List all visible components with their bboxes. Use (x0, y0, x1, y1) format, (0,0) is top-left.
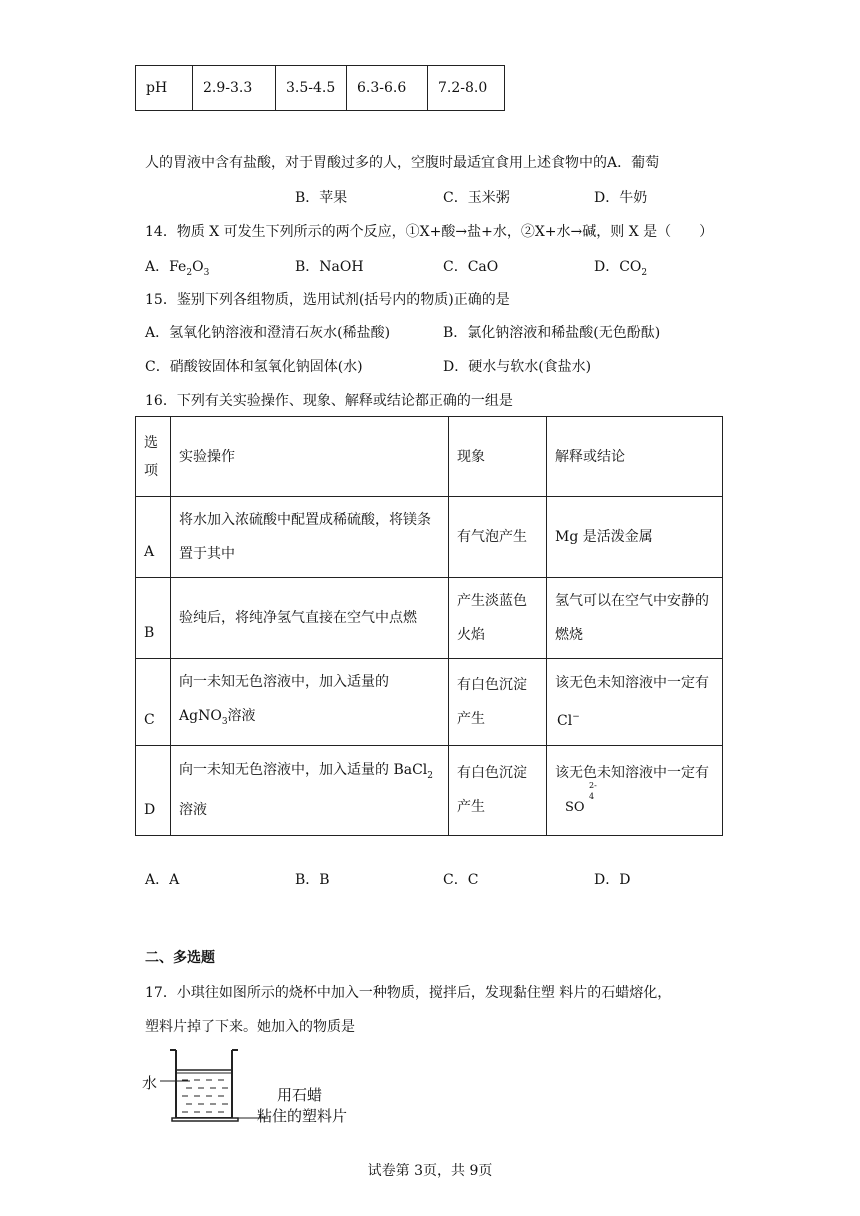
header-option: 选项 (136, 417, 171, 497)
table-cell: 6.3-6.6 (347, 66, 428, 111)
row-conclusion: Mg 是活泼金属 (547, 497, 723, 578)
option-b: B．NaOH (295, 259, 364, 275)
row-operation: 验纯后，将纯净氢气直接在空气中点燃 (171, 578, 449, 659)
water-label: 水 (142, 1074, 158, 1092)
row-operation: 将水加入浓硫酸中配置成稀硫酸，将镁条置于其中 (171, 497, 449, 578)
option-b: B．氯化钠溶液和稀盐酸(无色酚酞) (443, 325, 661, 341)
option-a: A．A (145, 872, 180, 888)
table-cell: 2.9-3.3 (193, 66, 276, 111)
table-cell: 3.5-4.5 (276, 66, 347, 111)
table-row (136, 66, 505, 111)
row-phenomenon: 有白色沉淀产生 (449, 745, 547, 835)
question-13-stem: 人的胃液中含有盐酸，对于胃酸过多的人，空腹时最适宜食用上述食物中的A．葡萄 (145, 155, 660, 171)
table-cell: pH (136, 66, 193, 111)
header-conclusion: 解释或结论 (547, 417, 723, 497)
question-15-stem: 15．鉴别下列各组物质，选用试剂(括号内的物质)正确的是 (145, 292, 510, 308)
beaker-figure (140, 1048, 380, 1130)
row-operation: 向一未知无色溶液中，加入适量的 AgNO$_3$溶液 (171, 659, 449, 746)
table-row (136, 659, 723, 746)
page-footer: 试卷第 3页，共 9页 (367, 1163, 493, 1179)
row-option: B (136, 578, 171, 659)
row-conclusion: 该无色未知溶液中一定有 SO 2- 4 (547, 745, 723, 835)
question-17-line1: 17．小琪往如图所示的烧杯中加入一种物质，搅拌后，发现黏住塑 料片的石蜡熔化， (145, 985, 672, 1001)
option-d: D．D (594, 872, 631, 888)
option-c: C．玉米粥 (443, 190, 510, 206)
section-heading: 二、多选题 (145, 950, 215, 966)
row-phenomenon: 产生淡蓝色火焰 (449, 578, 547, 659)
row-conclusion: 氢气可以在空气中安静的燃烧 (547, 578, 723, 659)
row-option: C (136, 659, 171, 746)
row-option: D (136, 745, 171, 835)
question-17-line2: 塑料片掉了下来。她加入的物质是 (145, 1019, 355, 1035)
wax-label: 用石蜡 (277, 1086, 323, 1104)
option-a: A．氢氧化钠溶液和澄清石灰水(稀盐酸) (145, 325, 391, 341)
sulfate-ion: SO 2- 4 (565, 780, 597, 815)
option-c: C．硝酸铵固体和氢氧化钠固体(水) (145, 359, 363, 375)
question-14-stem: 14．物质 X 可发生下列所示的两个反应，①X+酸→盐+水，②X+水→碱，则 X 是（ ） (145, 224, 714, 240)
option-d: D．$CO_2$ (594, 259, 648, 278)
row-phenomenon: 有白色沉淀产生 (449, 659, 547, 746)
option-c: C．CaO (443, 259, 499, 275)
option-a: A．葡萄 (607, 155, 660, 171)
row-operation: 向一未知无色溶液中，加入适量的 BaCl$_2$溶液 (171, 745, 449, 835)
row-option: A (136, 497, 171, 578)
table-row (136, 497, 723, 578)
header-phenomenon: 现象 (449, 417, 547, 497)
option-d: D．硬水与软水(食盐水) (443, 359, 592, 375)
option-c: C．C (443, 872, 479, 888)
option-b: B．B (295, 872, 330, 888)
question-16-stem: 16．下列有关实验操作、现象、解释或结论都正确的一组是 (145, 393, 513, 409)
header-operation: 实验操作 (171, 417, 449, 497)
row-conclusion: 该无色未知溶液中一定有Cl− (547, 659, 723, 746)
row-phenomenon: 有气泡产生 (449, 497, 547, 578)
option-d: D．牛奶 (594, 190, 648, 206)
plastic-sheet-label: 粘住的塑料片 (257, 1107, 348, 1125)
ph-table (135, 65, 505, 111)
experiment-table (135, 416, 723, 836)
table-header-row (136, 417, 723, 497)
table-row (136, 745, 723, 835)
option-a: A．$Fe_2O_3$ (145, 259, 210, 278)
table-cell: 7.2-8.0 (428, 66, 505, 111)
table-row (136, 578, 723, 659)
option-b: B．苹果 (295, 190, 348, 206)
